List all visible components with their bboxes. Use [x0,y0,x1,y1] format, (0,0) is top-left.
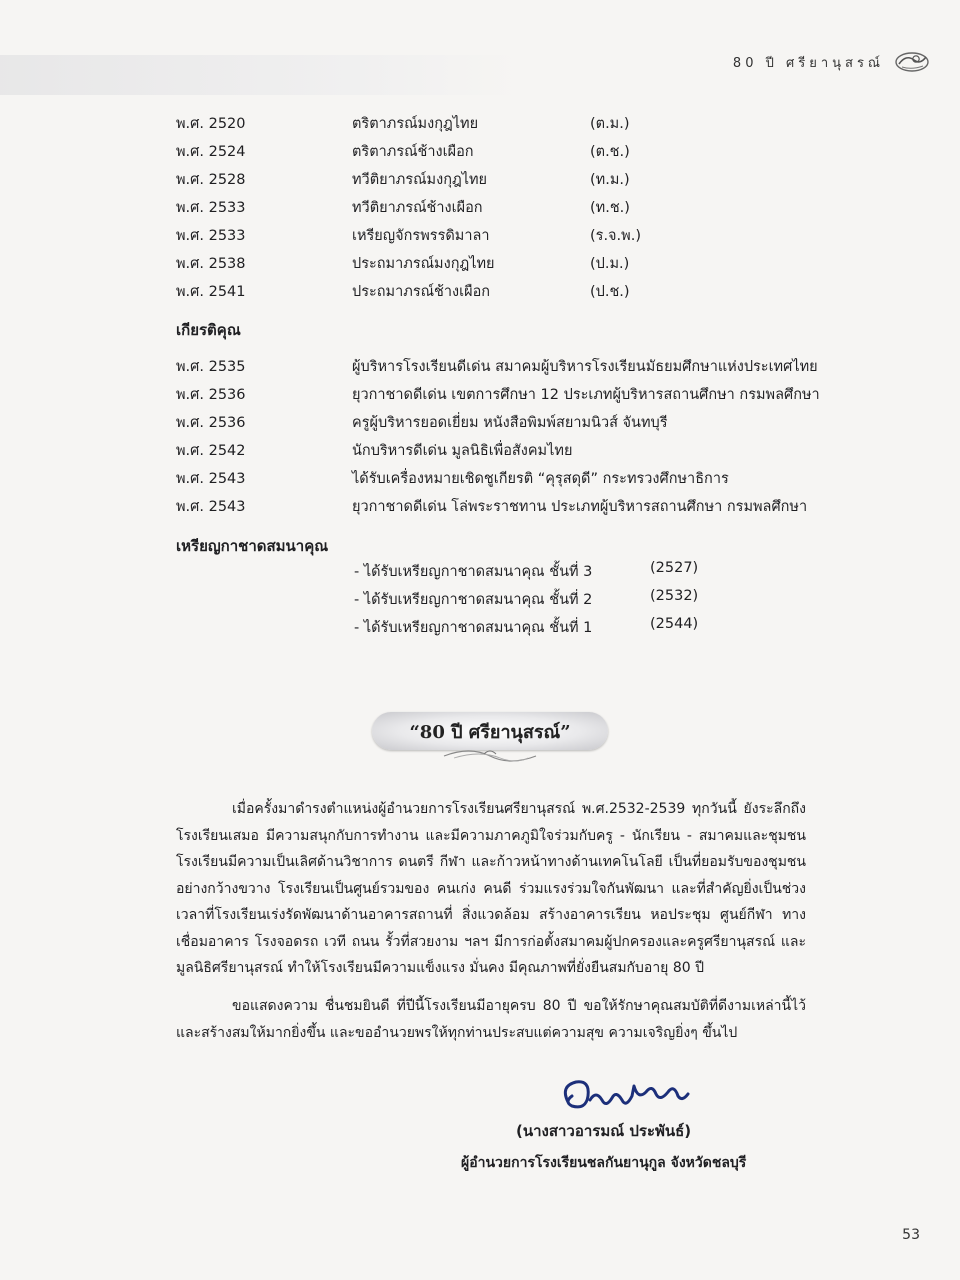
honor-year: พ.ศ. 2536 [176,387,246,403]
decoration-name: ทวีติยาภรณ์มงกุฎไทย [352,172,488,188]
medal-year: (2532) [650,588,699,604]
honor-desc: ผู้บริหารโรงเรียนดีเด่น สมาคมผู้บริหารโรงเรียนมัธยมศึกษาแห่งประเทศไทย [352,359,818,375]
honor-year: พ.ศ. 2535 [176,359,246,375]
decoration-year: พ.ศ. 2533 [176,228,246,244]
page-number: 53 [902,1227,920,1243]
paragraph-1-text: เมื่อครั้งมาดำรงตำแหน่งผู้อำนวยการโรงเรียนศรียานุสรณ์ พ.ศ.2532-2539 ทุกวันนี้ ยังระลึกถึงโรงเรียนเสมอ มีความสนุกกับการทำงาน และมีความภาคภูมิใจร่วมกับครู - นักเรียน - สมาคมและชุมชน โรงเรียนมีความเป็นเลิศด้านวิชาการ ดนตรี กีฬา และก้าวหน้าทางด้านเทคโนโลยี เป็นที่ยอมรับของชุมชนอย่างกว้างขวาง โรงเรียนเป็นศูนย์รวมของ คนเก่ง คนดี ร่วมแรงร่วมใจกันพัฒนา และที่สำคัญยิ่งเป็นช่วงเวลาที่โรงเรียนเร่งรัดพัฒนาด้านอาคารสถานที่ สิ่งแวดล้อม สร้างอาคารเรียน หอประชุม ศูนย์กีฬา ทางเชื่อมอาคาร โรงจอดรถ เวที ถนน รั้วที่สวยงาม ฯลฯ มีการก่อตั้งสมาคมผู้ปกครองและครูศรียานุสรณ์ และมูลนิธิศรียานุสรณ์ ทำให้โรงเรียนมีความแข็งแรง มั่นคง มีคุณภาพที่ยั่งยืนสมกับอายุ 80 ปี [176,801,806,976]
honor-year: พ.ศ. 2542 [176,443,246,459]
decoration-abbr: (ต.ม.) [590,116,630,132]
school-emblem-icon [894,50,930,74]
honor-desc: ครูผู้บริหารยอดเยี่ยม หนังสือพิมพ์สยามนิวส์ จันทบุรี [352,415,668,431]
flourish-ornament-icon [440,744,540,768]
background-ghost-band [0,55,520,95]
decoration-year: พ.ศ. 2541 [176,284,246,300]
decoration-name: ตริตาภรณ์มงกุฎไทย [352,116,479,132]
page-header [733,50,930,74]
medal-year: (2527) [650,560,699,576]
medal-text: - ได้รับเหรียญกาชาดสมนาคุณ ชั้นที่ 3 [354,564,593,580]
decoration-name: ประถมาภรณ์ช้างเผือก [352,284,491,300]
banner-title: “80 ปี ศรียานุสรณ์” [409,721,571,743]
decoration-abbr: (ท.ม.) [590,172,630,188]
header-title: 80 ปี ศรียานุสรณ์ [732,55,884,71]
message-paragraph-2 [176,993,806,1046]
honor-desc: ได้รับเครื่องหมายเชิดชูเกียรติ “คุรุสดุดี” กระทรวงศึกษาธิการ [352,471,729,487]
paragraph-2-text: ขอแสดงความ ชื่นชมยินดี ที่ปีนี้โรงเรียนมีอายุครบ 80 ปี ขอให้รักษาคุณสมบัติที่ดีงามเหล่านี้ไว้และสร้างสมให้มากยิ่งขึ้น และขออำนวยพรให้ทุกท่านประสบแต่ความสุข ความเจริญยิ่งๆ ขึ้นไป [176,998,806,1041]
medals-heading: เหรียญกาชาดสมนาคุณ [176,537,329,555]
decoration-name: ประถมาภรณ์มงกุฎไทย [352,256,495,272]
signatory-name: (นางสาวอารมณ์ ประพันธ์) [516,1122,692,1140]
honor-year: พ.ศ. 2536 [176,415,246,431]
medal-year: (2544) [650,616,699,632]
decoration-abbr: (ป.ช.) [590,284,630,300]
decoration-name: ตริตาภรณ์ช้างเผือก [352,144,474,160]
decoration-year: พ.ศ. 2528 [176,172,246,188]
signatory-title: ผู้อำนวยการโรงเรียนชลกันยานุกูล จังหวัดชลบุรี [461,1155,747,1171]
decoration-abbr: (ร.จ.พ.) [590,228,641,244]
decoration-abbr: (ท.ช.) [590,200,630,216]
medal-text: - ได้รับเหรียญกาชาดสมนาคุณ ชั้นที่ 2 [354,592,593,608]
honor-year: พ.ศ. 2543 [176,499,246,515]
honor-year: พ.ศ. 2543 [176,471,246,487]
honor-desc: นักบริหารดีเด่น มูลนิธิเพื่อสังคมไทย [352,443,573,459]
decoration-abbr: (ต.ช.) [590,144,630,160]
decoration-name: เหรียญจักรพรรดิมาลา [352,228,490,244]
medal-row [354,588,699,611]
honor-desc: ยุวกาชาดดีเด่น เขตการศึกษา 12 ประเภทผู้บริหารสถานศึกษา กรมพลศึกษา [352,387,820,403]
medal-row [354,560,699,583]
decoration-year: พ.ศ. 2538 [176,256,246,272]
message-paragraph-1 [176,796,806,982]
decoration-abbr: (ป.ม.) [590,256,630,272]
medal-row [354,616,699,639]
honor-desc: ยุวกาชาดดีเด่น โล่พระราชทาน ประเภทผู้บริหารสถานศึกษา กรมพลศึกษา [352,499,808,515]
honors-heading: เกียรติคุณ [176,321,241,339]
decoration-year: พ.ศ. 2533 [176,200,246,216]
handwritten-signature [556,1072,716,1124]
decoration-year: พ.ศ. 2520 [176,116,246,132]
decoration-year: พ.ศ. 2524 [176,144,246,160]
medal-text: - ได้รับเหรียญกาชาดสมนาคุณ ชั้นที่ 1 [354,620,593,636]
decoration-name: ทวีติยาภรณ์ช้างเผือก [352,200,483,216]
